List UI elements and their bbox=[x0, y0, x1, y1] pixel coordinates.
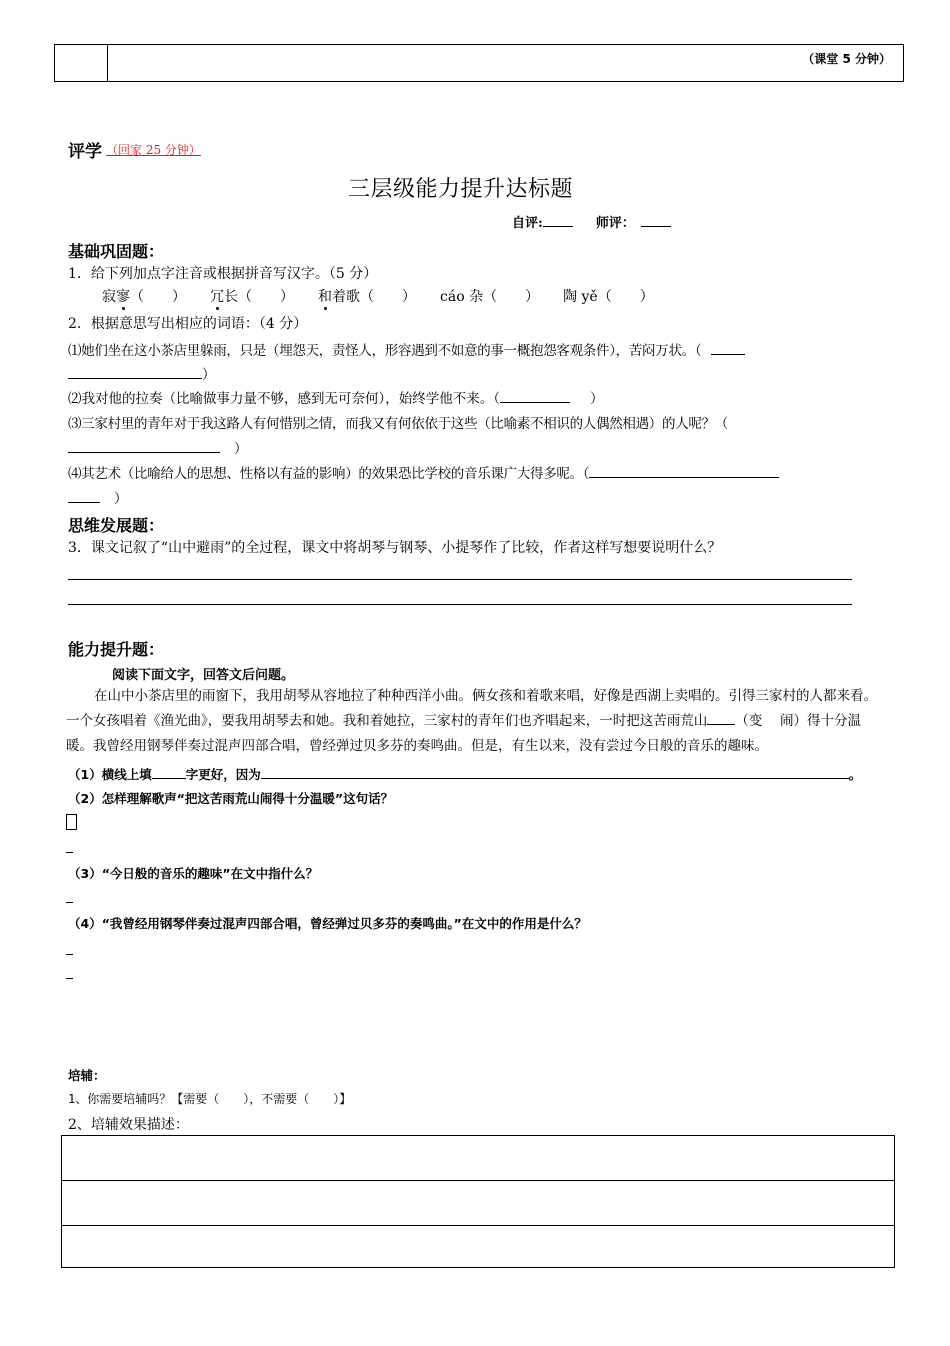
teacher-eval-label: 师评： bbox=[595, 216, 635, 231]
q2-s4-blank-b[interactable] bbox=[68, 488, 100, 503]
question-1: 1．给下列加点字注音或根据拼音写汉字。（5 分） bbox=[68, 266, 378, 282]
teacher-eval-blank[interactable] bbox=[641, 212, 671, 227]
reading-q4-answer-line-1[interactable] bbox=[66, 954, 73, 955]
q2-sentence-1: ⑴她们坐在这小茶店里躲雨，只是（埋怨天，责怪人，形容遇到不如意的事一概抱怨客观条件），苦闷万状。（ bbox=[68, 339, 745, 359]
q2-sentence-4: ⑷其艺术（比喻给人的思想、性格以有益的影响）的效果恐比学校的音乐课广大得多呢。（ bbox=[68, 462, 779, 482]
evaluation-row bbox=[512, 212, 671, 231]
q2-sentence-3: ⑶三家村里的青年对于我这路人有何惜别之情，而我又有何依依于这些（比喻素不相识的人偶然相遇）的人呢？（ bbox=[68, 416, 728, 432]
reading-q2-answer-line[interactable] bbox=[66, 852, 73, 853]
reading-q2: （2）怎样理解歌声“把这苦雨荒山闹得十分温暖”这句话？ bbox=[68, 791, 394, 806]
home-time-note: （回家 25 分钟） bbox=[106, 143, 201, 157]
section-title-ability: 能力提升题： bbox=[68, 640, 165, 659]
q2-s1-blank-b[interactable] bbox=[68, 364, 202, 379]
section-label-pingxue: 评学 bbox=[68, 142, 102, 162]
q2-sentence-3-cont: ） bbox=[68, 437, 248, 457]
q2-sentence-1-cont: ） bbox=[68, 363, 216, 383]
self-eval-label: 自评: bbox=[512, 216, 543, 231]
reading-q4-answer-line-2[interactable] bbox=[66, 978, 73, 979]
reading-q1-blank-reason[interactable] bbox=[261, 764, 849, 779]
passage-blank[interactable] bbox=[707, 710, 735, 725]
section-title-basic: 基础巩固题： bbox=[68, 242, 165, 261]
q1-item-2: 冗长（ ） bbox=[210, 289, 294, 305]
page-title: 三层级能力提升达标题 bbox=[348, 177, 574, 202]
question-1-items bbox=[102, 286, 654, 306]
tutoring-row-3[interactable] bbox=[62, 1225, 894, 1267]
reading-instruction: 阅读下面文字，回答文后问题。 bbox=[112, 668, 295, 683]
q1-item-1: 寂寥（ ） bbox=[102, 289, 186, 305]
tutoring-title: 培辅： bbox=[68, 1068, 106, 1083]
reading-q1-blank-word[interactable] bbox=[152, 764, 186, 779]
q2-s1-blank-a[interactable] bbox=[711, 340, 745, 355]
class-time-note: （课堂 5 分钟） bbox=[802, 52, 891, 66]
tutoring-row-2[interactable] bbox=[62, 1180, 894, 1226]
reading-passage: 在山中小茶店里的雨窗下，我用胡琴从容地拉了种种西洋小曲。俩女孩和着歌来唱，好像是西湖上卖唱的。引得三家村的人都来看。一个女孩唱着《渔光曲》，要我用胡琴去和她。我和着她拉，三家村的青年们也齐唱起来，一时把这苦雨荒山 （变 闹）得十分温暖。我曾经用钢琴伴奏过混声四部合唱，曾经弹过贝多芬的奏鸣曲。但是，有生以来，没有尝过今日般的音乐的趣味。 bbox=[66, 688, 877, 754]
q2-sentence-2: ⑵我对他的拉奏（比喻做事力量不够，感到无可奈何），始终学他不来。（ ） bbox=[68, 387, 604, 407]
reading-q1: （1）横线上填 字更好，因为 。 bbox=[68, 764, 861, 783]
tutoring-row-1[interactable] bbox=[62, 1136, 894, 1181]
tutoring-q2: 2、培辅效果描述： bbox=[68, 1117, 189, 1133]
q2-sentence-4-cont: ） bbox=[68, 487, 128, 507]
reading-q3: （3）“今日般的音乐的趣味”在文中指什么？ bbox=[68, 866, 319, 881]
q1-item-4: cáo 杂（ ） bbox=[440, 289, 540, 305]
q2-s3-blank[interactable] bbox=[68, 438, 220, 453]
reading-q3-answer-line[interactable] bbox=[66, 902, 73, 903]
question-2: 2．根据意思写出相应的词语：（4 分） bbox=[68, 316, 308, 332]
q2-s4-blank-a[interactable] bbox=[589, 463, 779, 478]
q3-answer-line-2[interactable] bbox=[68, 604, 852, 605]
q1-item-3: 和着歌（ ） bbox=[318, 289, 416, 305]
answer-box-icon[interactable] bbox=[66, 814, 77, 830]
self-eval-blank[interactable] bbox=[543, 212, 573, 227]
tutoring-table bbox=[61, 1135, 895, 1268]
q2-s2-blank[interactable] bbox=[500, 388, 570, 403]
tutoring-q1: 1、你需要培辅吗？【需要（ ），不需要（ ）】 bbox=[68, 1092, 352, 1106]
question-3: 3．课文记叙了“山中避雨”的全过程，课文中将胡琴与钢琴、小提琴作了比较，作者这样写想要说明什么？ bbox=[68, 540, 722, 556]
reading-q4: （4）“我曾经用钢琴伴奏过混声四部合唱，曾经弹过贝多芬的奏鸣曲。”在文中的作用是什么？ bbox=[68, 916, 587, 931]
q1-item-5: 陶 yě（ ） bbox=[563, 289, 654, 305]
section-title-thinking: 思维发展题： bbox=[68, 516, 165, 535]
top-box bbox=[54, 44, 904, 82]
top-box-divider bbox=[107, 45, 108, 81]
q3-answer-line-1[interactable] bbox=[68, 579, 852, 580]
